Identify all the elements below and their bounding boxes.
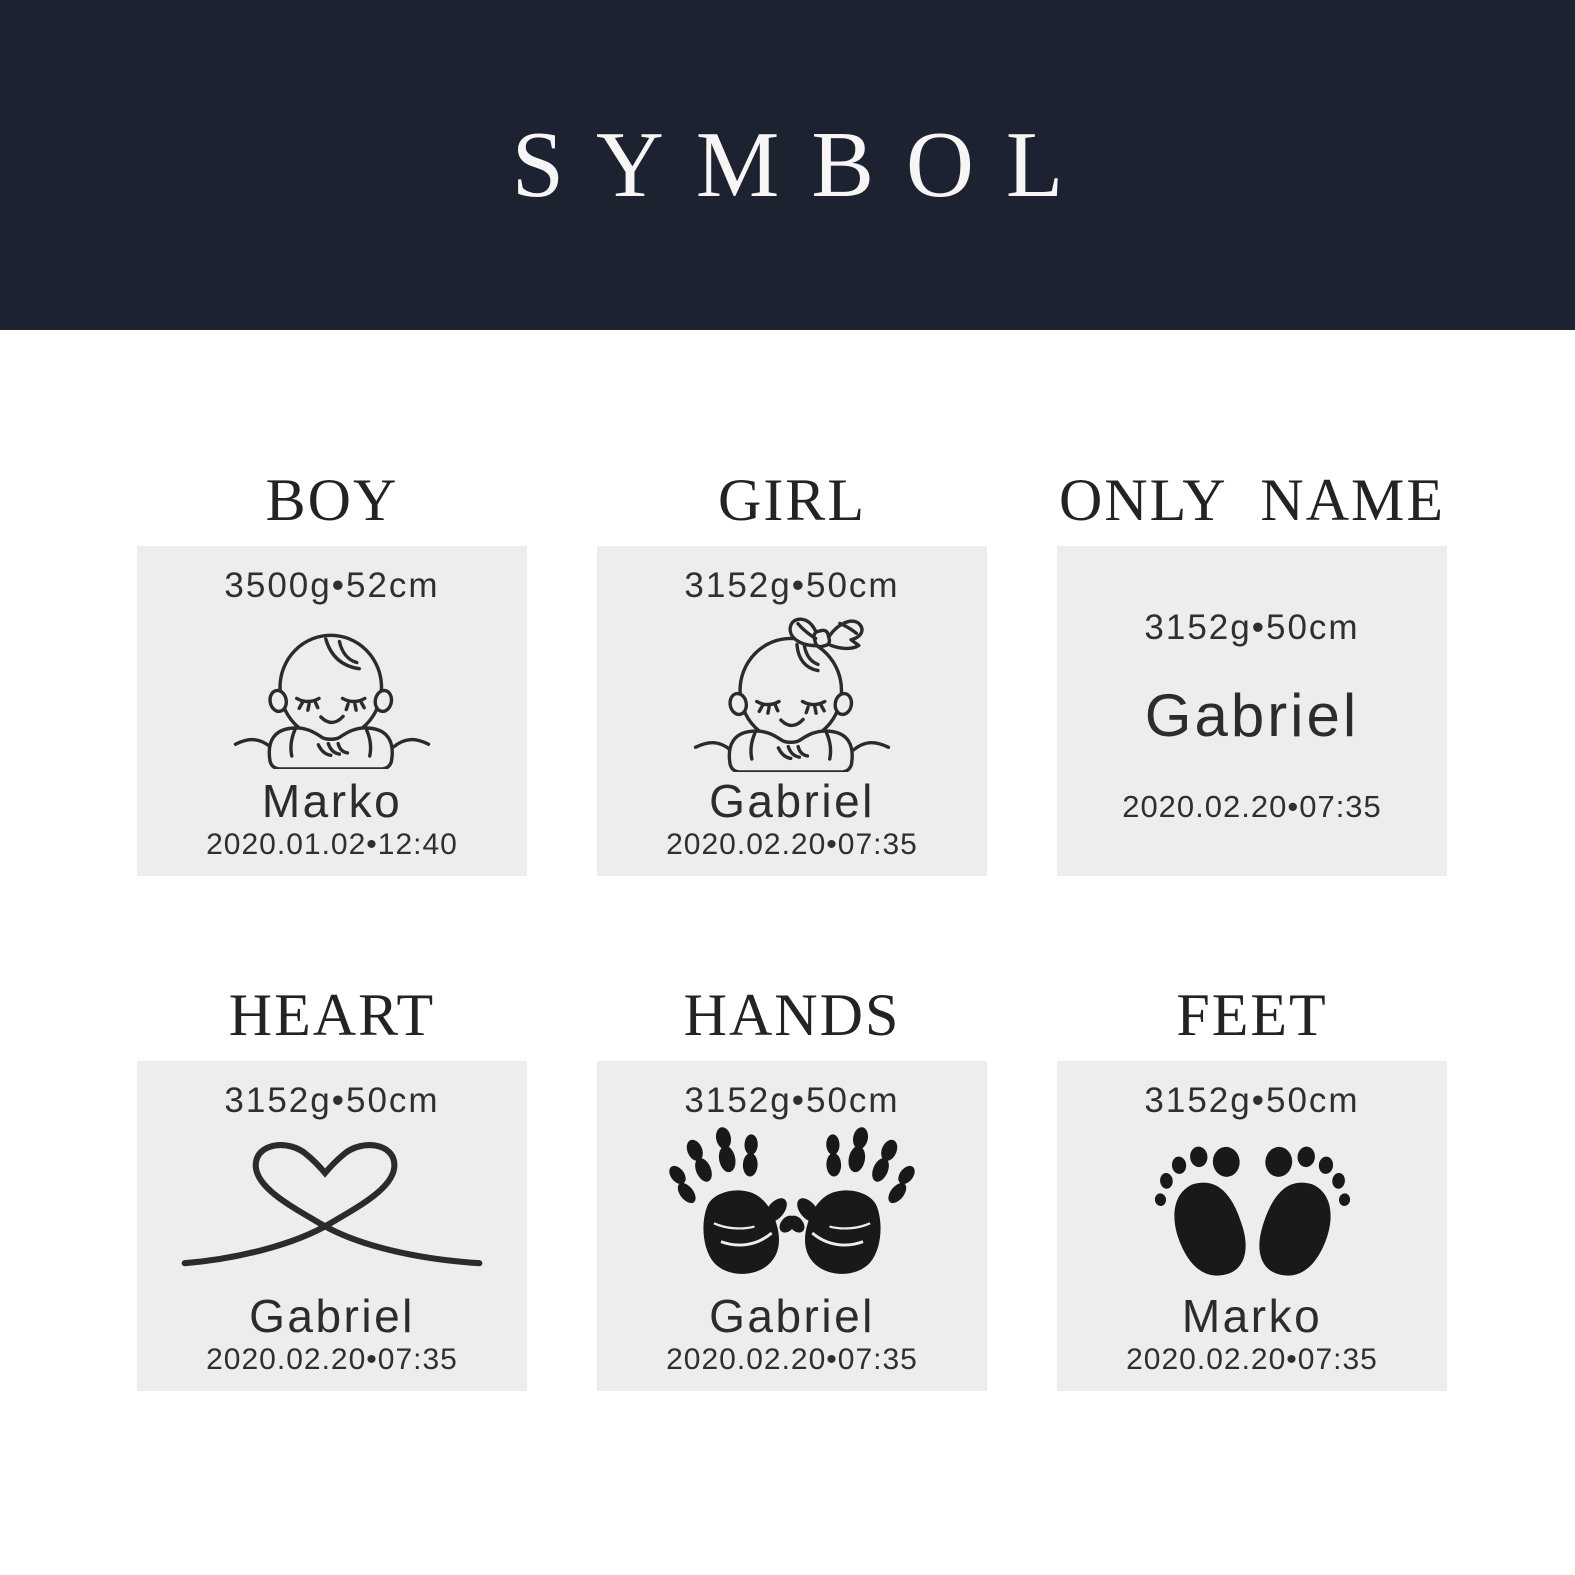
heart-line-icon: [176, 1128, 488, 1284]
option-title-heart: HEART: [228, 982, 436, 1048]
option-card-boy: [137, 546, 527, 876]
art-area: [693, 606, 891, 777]
birth-date-text: 2020.02.20•07:35: [666, 1343, 918, 1376]
art-area: [176, 1121, 488, 1292]
weight-length-text: 3152g•50cm: [1144, 1081, 1360, 1120]
option-title-girl: GIRL: [718, 467, 866, 533]
baby-girl-icon: [693, 610, 891, 772]
symbol-option-heart: [137, 975, 527, 1391]
birth-date-text: 2020.02.20•07:35: [1122, 789, 1382, 824]
weight-length-text: 3152g•50cm: [224, 1081, 440, 1120]
birth-date-text: 2020.02.20•07:35: [1126, 1343, 1378, 1376]
baby-name-text: Gabriel: [1144, 682, 1360, 749]
option-card-hands: [597, 1061, 987, 1391]
baby-boy-icon: [233, 613, 431, 769]
option-card-only-name: [1057, 546, 1447, 876]
option-title-hands: HANDS: [683, 982, 901, 1048]
option-title-only-name: ONLY NAME: [1058, 467, 1446, 533]
option-card-heart: [137, 1061, 527, 1391]
symbol-option-hands: [597, 975, 987, 1391]
art-area: [233, 606, 431, 777]
option-card-feet: [1057, 1061, 1447, 1391]
birth-date-text: 2020.02.20•07:35: [666, 828, 918, 861]
birth-date-text: 2020.01.02•12:40: [206, 828, 458, 861]
weight-length-text: 3152g•50cm: [684, 1081, 900, 1120]
baby-name-text: Marko: [261, 774, 403, 827]
option-title-feet: FEET: [1176, 982, 1328, 1048]
art-area: [1150, 1121, 1355, 1292]
footprints-icon: [1150, 1131, 1355, 1281]
header-banner: [0, 0, 1575, 330]
symbol-option-girl: [597, 460, 987, 876]
weight-length-text: 3152g•50cm: [684, 566, 900, 605]
weight-length-text: 3152g•50cm: [1144, 608, 1360, 647]
symbol-option-boy: [137, 460, 527, 876]
weight-length-text: 3500g•52cm: [224, 566, 440, 605]
option-title-boy: BOY: [265, 467, 399, 533]
page-title: SYMBOL: [511, 113, 1096, 217]
symbol-option-only-name: [1057, 460, 1447, 876]
baby-name-text: Gabriel: [249, 1289, 415, 1342]
art-area: [667, 1121, 917, 1292]
baby-name-text: Marko: [1181, 1289, 1323, 1342]
handprints-icon: [667, 1127, 917, 1285]
symbol-option-feet: [1057, 975, 1447, 1391]
baby-name-text: Gabriel: [709, 1289, 875, 1342]
birth-date-text: 2020.02.20•07:35: [206, 1343, 458, 1376]
option-card-girl: [597, 546, 987, 876]
baby-name-text: Gabriel: [709, 774, 875, 827]
